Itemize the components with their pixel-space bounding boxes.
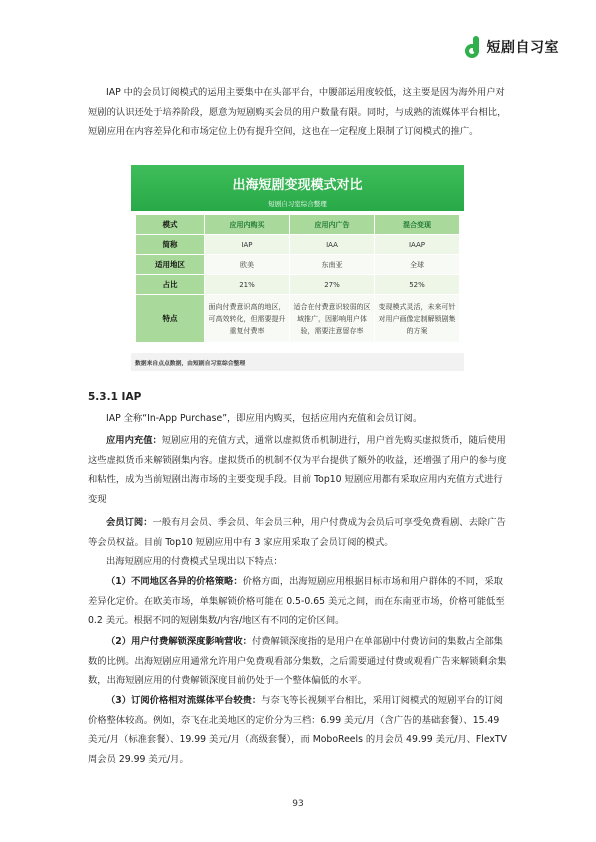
column-header: 应用内购买 (205, 215, 290, 235)
paragraph-subscription-price (88, 691, 508, 769)
paragraph-text: 与奈飞等长视频平台相比，采用订阅模式的短剧平台的订阅价格整体较高。例如，奈飞在北美地区的定价分为三档：6.99 美元/月（含广告的基础套餐）、15.49 美元/月（标准套餐）、19.99 美元/月（高级套餐），而 MoboReels 的月会员 49.99 美元/月、FlexTV 周会员 29.99 美元/月。 (88, 695, 507, 765)
paragraph-text: 付费解锁深度指的是用户在单部剧中付费访问的集数占全部集数的比例。出海短剧应用通常允许用户免费观看部分集数，之后需要通过付费或观看广告来解锁剩余集数，出海短剧应用的付费解锁深度目前仍处于一个整体偏低的水平。 (88, 636, 507, 686)
intro-paragraph: IAP 中的会员订阅模式的运用主要集中在头部平台，中腰部运用度较低，这主要是因为海外用户对短剧的认识还处于培养阶段，愿意为短剧购买会员的用户数量有限。同时，与成熟的流媒体平台相比，短剧应用在内容差异化和市场定位上仍有提升空间，这也在一定程度上限制了订阅模式的推广。 (88, 87, 507, 137)
table-cell: IAAP (375, 235, 460, 255)
table-cell: 东南亚 (290, 255, 375, 275)
logo-text: 短剧自习室 (486, 40, 559, 56)
figure-source: 数据来自点点数据，由短剧自习室综合整理 (135, 361, 246, 367)
table-cell: 52% (375, 275, 460, 295)
row-label: 简称 (136, 235, 205, 255)
row-label: 占比 (136, 275, 205, 295)
row-label: 适用地区 (136, 255, 205, 275)
paragraph-pricing-strategy (88, 572, 508, 631)
table-row (136, 235, 460, 255)
paragraph-in-app-topup (88, 431, 508, 509)
section-title: 5.3.1 IAP (88, 391, 142, 403)
comparison-table (135, 214, 460, 343)
logo-icon (465, 36, 483, 58)
paragraph-label: （2）用户付费解锁深度影响营收： (106, 636, 252, 647)
figure-header (131, 165, 464, 211)
table-cell: 全球 (375, 255, 460, 275)
table-cell: 欧美 (205, 255, 290, 275)
table-cell: 适合在付费意识较弱的区域推广，因影响用户体验，需要注意留存率 (290, 295, 375, 343)
page-number: 93 (292, 799, 304, 809)
comparison-figure (131, 165, 464, 371)
table-cell: IAP (205, 235, 290, 255)
figure-subtitle: 短剧自习室综合整理 (268, 200, 327, 208)
paragraph-label: （3）订阅价格相对流媒体平台较贵： (106, 695, 262, 706)
paragraph-text: 价格方面，出海短剧应用根据目标市场和用户群体的不同，采取差异化定价。在欧美市场，单集解锁价格可能在 0.5-0.65 美元之间，而在东南亚市场，价格可能低至 0.2 美元。根据不同的短剧集数/内容/地区有不同的定价区间。 (88, 576, 505, 626)
paragraph-features-intro: 出海短剧应用的付费模式呈现出以下特点： (106, 556, 283, 567)
paragraph-label: 会员订阅： (106, 517, 153, 528)
table-header-row (136, 215, 460, 235)
column-header: 应用内广告 (290, 215, 375, 235)
paragraph-membership (88, 513, 508, 552)
table-cell: 变现模式灵活，未来可针对用户画像定制解锁剧集的方案 (375, 295, 460, 343)
figure-title: 出海短剧变现模式对比 (232, 178, 363, 193)
brand-logo (465, 36, 560, 58)
paragraph-text: 短剧应用的充值方式，通常以虚拟货币机制进行，用户首先购买虚拟货币，随后使用这些虚拟货币来解锁剧集内容。虚拟货币的机制不仅为平台提供了额外的收益，还增强了用户的参与度和粘性，成为当前短剧出海市场的主要变现手段。目前 Top10 短剧应用都有采取应用内充值方式进行变现 (88, 435, 507, 505)
column-header: 混合变现 (375, 215, 460, 235)
paragraph-label: （1）不同地区各异的价格策略： (106, 576, 243, 587)
table-cell: 21% (205, 275, 290, 295)
row-label: 特点 (136, 295, 205, 343)
paragraph-iap-definition: IAP 全称“In-App Purchase”，即应用内购买，包括应用内充值和会员订阅。 (106, 413, 423, 424)
paragraph-label: 应用内充值： (106, 435, 162, 446)
column-header: 模式 (136, 215, 205, 235)
table-row (136, 295, 460, 343)
table-cell: 面向付费意识高的地区，可高效转化，但需要提升重复付费率 (205, 295, 290, 343)
paragraph-unlock-depth (88, 632, 508, 691)
table-cell: 27% (290, 275, 375, 295)
paragraph-text: 一般有月会员、季会员、年会员三种，用户付费成为会员后可享受免费看剧、去除广告等会员权益。目前 Top10 短剧应用中有 3 家应用采取了会员订阅的模式。 (88, 517, 506, 548)
table-row (136, 255, 460, 275)
table-cell: IAA (290, 235, 375, 255)
table-row (136, 275, 460, 295)
